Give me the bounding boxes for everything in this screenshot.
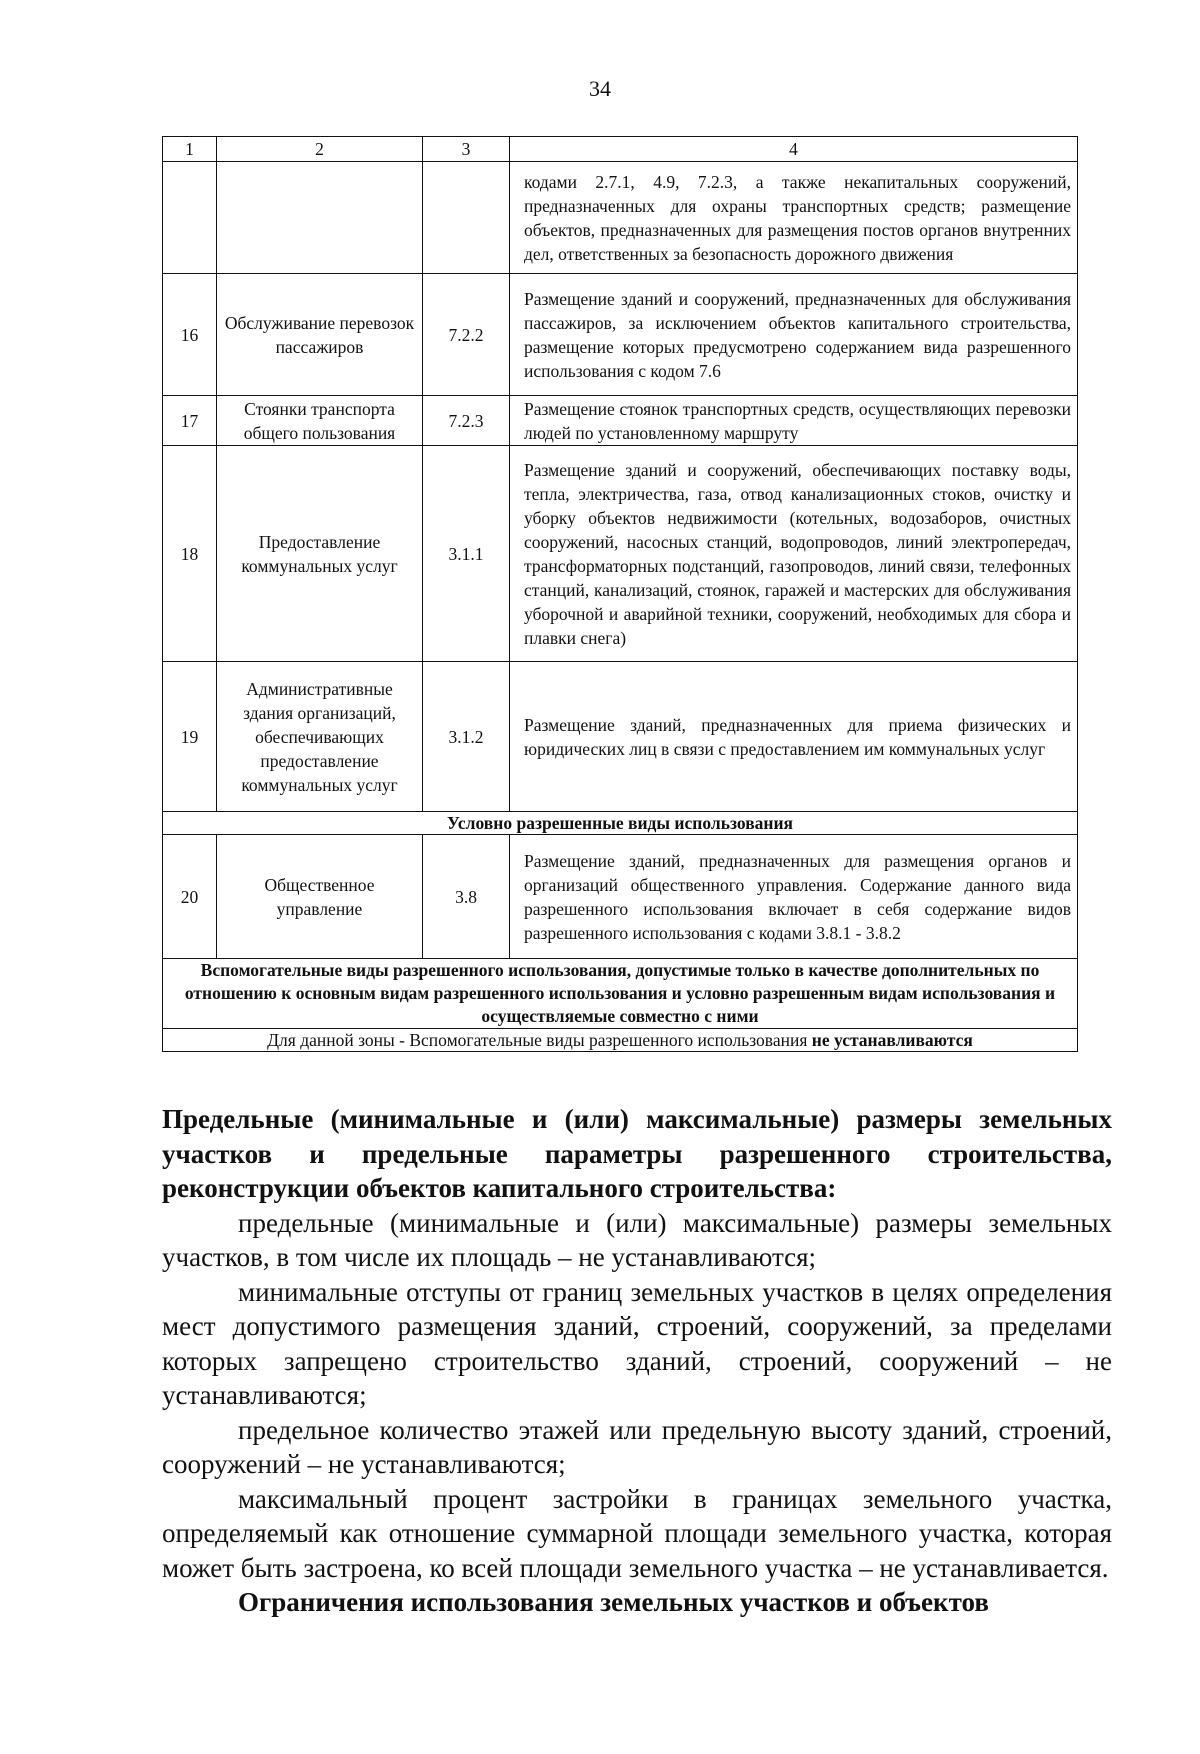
header-cell: 2 bbox=[217, 137, 423, 162]
table-row bbox=[163, 162, 1078, 274]
use-code bbox=[423, 162, 510, 274]
use-description: Размещение зданий, предназначенных для размещения органов и организаций общественного управления. Содержание данного вида разрешенного использования включает в себя содержание видов разрешенного использования с кодами 3.8.1 - 3.8.2 bbox=[510, 835, 1078, 959]
table-row bbox=[163, 662, 1078, 812]
auxiliary-note-row bbox=[163, 1029, 1078, 1052]
table-row bbox=[163, 396, 1078, 446]
table-header-row bbox=[163, 137, 1078, 162]
auxiliary-note-text: Для данной зоны - Вспомогательные виды разрешенного использования bbox=[267, 1030, 812, 1050]
header-cell: 4 bbox=[510, 137, 1078, 162]
use-name: Предоставление коммунальных услуг bbox=[217, 446, 423, 662]
row-number: 16 bbox=[163, 274, 217, 396]
next-section-heading: Ограничения использования земельных участков и объектов bbox=[238, 1587, 989, 1617]
use-name: Стоянки транспорта общего пользования bbox=[217, 396, 423, 446]
paragraph: предельное количество этажей или предельную высоту зданий, строений, сооружений – не устанавливаются; bbox=[162, 1414, 1112, 1479]
use-name bbox=[217, 162, 423, 274]
paragraph: предельные (минимальные и (или) максимальные) размеры земельных участков, в том числе их площадь – не устанавливаются; bbox=[162, 1207, 1112, 1272]
regulations-text bbox=[162, 1102, 1112, 1620]
use-code: 3.8 bbox=[423, 835, 510, 959]
use-code: 7.2.2 bbox=[423, 274, 510, 396]
paragraph: минимальные отступы от границ земельных участков в целях определения мест допустимого размещения зданий, строений, сооружений, за пределами которых запрещено строительство зданий, строений, сооружений – не устанавливаются; bbox=[162, 1276, 1112, 1410]
use-name: Административные здания организаций, обеспечивающих предоставление коммунальных услуг bbox=[217, 662, 423, 812]
land-use-table bbox=[162, 136, 1078, 1052]
auxiliary-section-row bbox=[163, 959, 1078, 1029]
auxiliary-section-heading: Вспомогательные виды разрешенного использования, допустимые только в качестве дополнительных по отношению к основным видам разрешенного использования и условно разрешенным видам использования и осуществляемые совместно с ними bbox=[163, 959, 1078, 1029]
use-description: Размещение зданий и сооружений, предназначенных для обслуживания пассажиров, за исключением объектов капитального строительства, размещение которых предусмотрено содержанием вида разрешенного использования с кодом 7.6 bbox=[510, 274, 1078, 396]
row-number: 20 bbox=[163, 835, 217, 959]
table-row bbox=[163, 835, 1078, 959]
row-number: 19 bbox=[163, 662, 217, 812]
paragraph: максимальный процент застройки в границах земельного участка, определяемый как отношение суммарной площади земельного участка, которая может быть застроена, ко всей площади земельного участка – не устанавливается. bbox=[162, 1483, 1112, 1583]
header-cell: 3 bbox=[423, 137, 510, 162]
use-name: Обслуживание перевозок пассажиров bbox=[217, 274, 423, 396]
use-name: Общественное управление bbox=[217, 835, 423, 959]
use-code: 3.1.1 bbox=[423, 446, 510, 662]
conditional-section-row bbox=[163, 812, 1078, 835]
table-row bbox=[163, 446, 1078, 662]
section-heading: Предельные (минимальные и (или) максимальные) размеры земельных участков и предельные параметры разрешенного строительства, реконструкции объектов капитального строительства: bbox=[162, 1104, 1112, 1203]
use-description: Размещение зданий, предназначенных для приема физических и юридических лиц в связи с предоставлением им коммунальных услуг bbox=[510, 662, 1078, 812]
auxiliary-note bbox=[163, 1029, 1078, 1052]
row-number bbox=[163, 162, 217, 274]
header-cell: 1 bbox=[163, 137, 217, 162]
use-code: 7.2.3 bbox=[423, 396, 510, 446]
use-description: кодами 2.7.1, 4.9, 7.2.3, а также некапитальных сооружений, предназначенных для охраны транспортных средств; размещение объектов, предназначенных для размещения постов органов внутренних дел, ответственных за безопасность дорожного движения bbox=[510, 162, 1078, 274]
row-number: 17 bbox=[163, 396, 217, 446]
auxiliary-note-emphasis: не устанавливаются bbox=[811, 1030, 973, 1050]
page-number: 34 bbox=[589, 76, 611, 101]
conditional-section-heading: Условно разрешенные виды использования bbox=[163, 812, 1078, 835]
use-description: Размещение стоянок транспортных средств, осуществляющих перевозки людей по установленному маршруту bbox=[510, 396, 1078, 446]
use-description: Размещение зданий и сооружений, обеспечивающих поставку воды, тепла, электричества, газа, отвод канализационных стоков, очистку и уборку объектов недвижимости (котельных, водозаборов, очистных сооружений, насосных станций, водопроводов, линий электропередач, трансформаторных подстанций, газопроводов, линий связи, телефонных станций, канализаций, стоянок, гаражей и мастерских для обслуживания уборочной и аварийной техники, сооружений, необходимых для сбора и плавки снега) bbox=[510, 446, 1078, 662]
use-code: 3.1.2 bbox=[423, 662, 510, 812]
table-row bbox=[163, 274, 1078, 396]
row-number: 18 bbox=[163, 446, 217, 662]
